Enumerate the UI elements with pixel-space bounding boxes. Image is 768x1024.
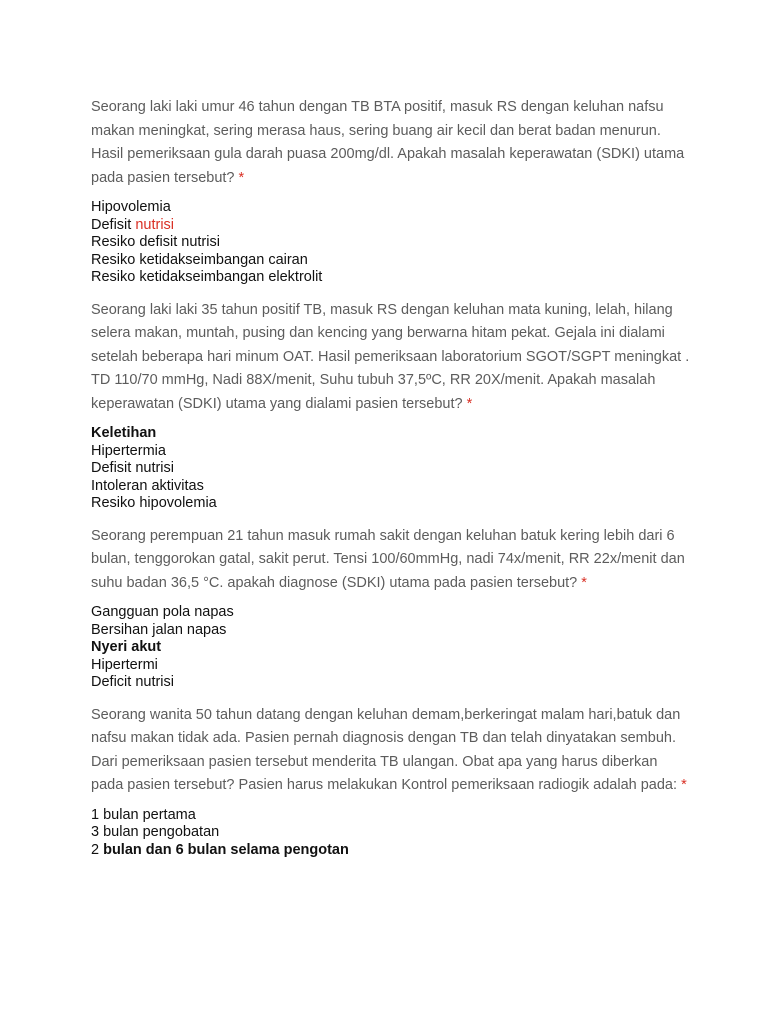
option-item: Hipertermia xyxy=(91,442,166,459)
required-mark: * xyxy=(681,777,687,793)
option-item: 3 bulan pengobatan xyxy=(91,824,220,840)
option-item: Gangguan pola napas xyxy=(91,604,234,620)
option-item: Bersihan jalan napas xyxy=(91,621,227,638)
option-item: Hipertermi xyxy=(91,656,158,673)
option-item: Resiko ketidakseimbangan elektrolit xyxy=(91,269,323,285)
option-item: Defisit nutrisi xyxy=(91,460,174,476)
question-4-body: Seorang wanita 50 tahun datang dengan keluhan demam,berkeringat malam hari,batuk dan nafsu makan tidak ada. Pasien pernah diagnosis dengan TB dan telah dinyatakan sembuh. Dari pemeriksaan pasien tersebut menderita TB ulangan. Obat apa yang harus diberkan pada pasien tersebut? Pasien harus melakukan Kontrol pemeriksaan radiogik adalah pada: xyxy=(91,706,681,793)
option-item-selected: Nyeri akut xyxy=(91,639,162,655)
option-bold-text: bulan dan 6 bulan selama pengotan xyxy=(103,841,349,858)
option-item: Hipovolemia xyxy=(91,199,171,215)
option-item xyxy=(91,842,691,860)
option-item: Deficit nutrisi xyxy=(91,674,174,690)
required-mark: * xyxy=(238,169,245,186)
question-1-options xyxy=(91,199,691,287)
option-prefix: Defisit xyxy=(91,216,136,233)
option-item xyxy=(91,217,691,235)
question-3-text xyxy=(91,525,691,596)
question-2-options xyxy=(91,425,691,513)
option-item: Resiko ketidakseimbangan cairan xyxy=(91,251,308,268)
option-prefix: 2 xyxy=(91,841,104,858)
option-item-selected: Keletihan xyxy=(91,425,157,441)
question-4-options xyxy=(91,807,691,860)
question-4-text xyxy=(91,704,691,798)
required-mark: * xyxy=(466,395,473,412)
question-2-text xyxy=(91,299,691,417)
option-item: Resiko defisit nutrisi xyxy=(91,234,220,250)
question-3-options xyxy=(91,604,691,692)
question-1-text xyxy=(91,96,691,190)
option-highlight: nutrisi xyxy=(135,216,175,233)
question-1-body: Seorang laki laki umur 46 tahun dengan TB BTA positif, masuk RS dengan keluhan nafsu makan meningkat, sering merasa haus, sering buang air kecil dan berat badan menurun. Hasil pemeriksaan gula darah puasa 200mg/dl. Apakah masalah keperawatan (SDKI) utama pada pasien tersebut? xyxy=(91,99,685,186)
option-item: Intoleran aktivitas xyxy=(91,477,204,494)
option-item: 1 bulan pertama xyxy=(91,806,196,823)
quiz-document xyxy=(91,96,691,859)
option-item: Resiko hipovolemia xyxy=(91,495,217,511)
question-2-body: Seorang laki laki 35 tahun positif TB, masuk RS dengan keluhan mata kuning, lelah, hilang selera makan, muntah, pusing dan kencing yang berwarna hitam pekat. Gejala ini dialami setelah beberapa hari minum OAT. Hasil pemeriksaan laboratorium SGOT/SGPT meningkat . TD 110/70 mmHg, Nadi 88X/menit, Suhu tubuh 37,5ºC, RR 20X/menit. Apakah masalah keperawatan (SDKI) utama yang dialami pasien tersebut? xyxy=(91,301,690,412)
question-3-body: Seorang perempuan 21 tahun masuk rumah sakit dengan keluhan batuk kering lebih dari 6 bulan, tenggorokan gatal, sakit perut. Tensi 100/60mmHg, nadi 74x/menit, RR 22x/menit dan suhu badan 36,5 °C. apakah diagnose (SDKI) utama pada pasien tersebut? xyxy=(91,527,685,591)
required-mark: * xyxy=(581,574,587,591)
